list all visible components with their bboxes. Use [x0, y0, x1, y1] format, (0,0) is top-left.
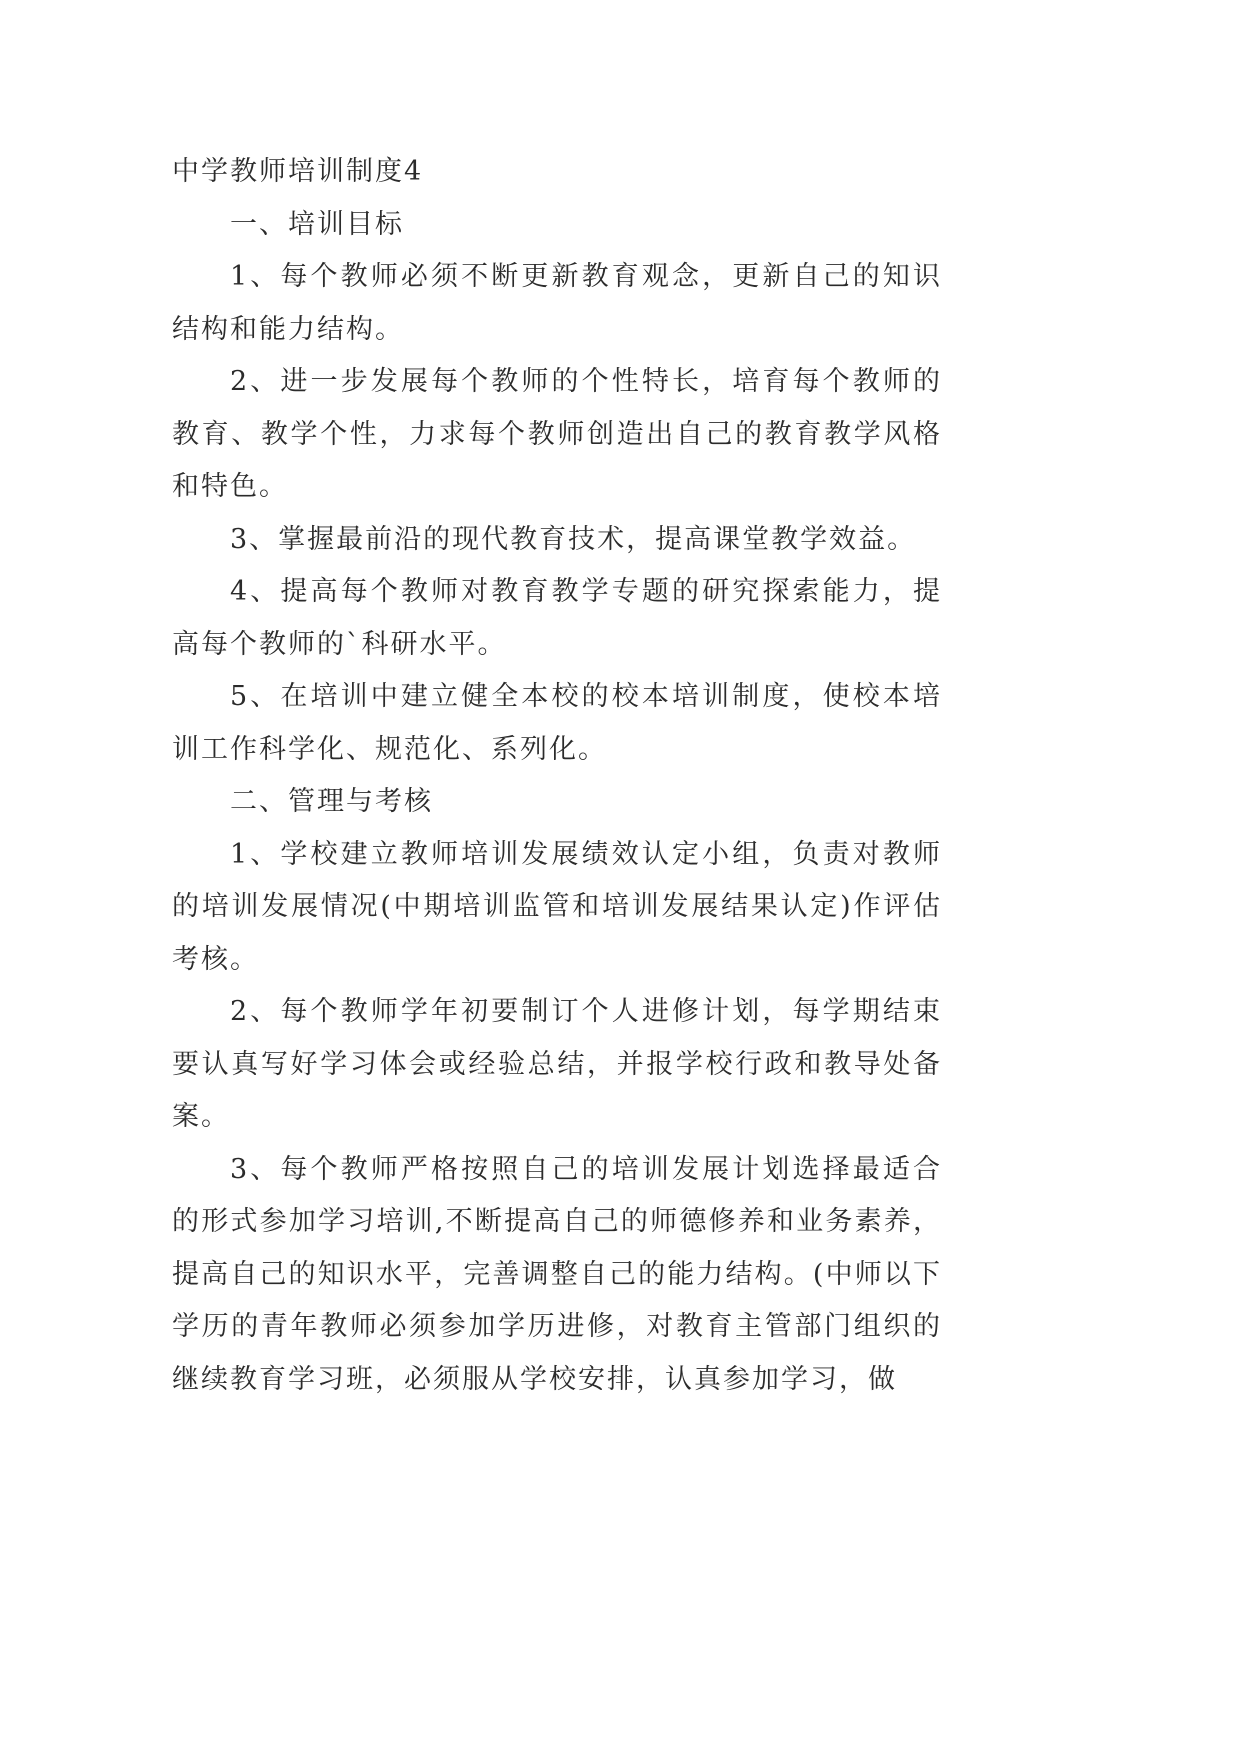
document-title: 中学教师培训制度4	[172, 156, 424, 187]
paragraph-goal-1: 1、每个教师必须不断更新教育观念，更新自己的知识结构和能力结构。	[172, 261, 942, 345]
paragraph-goal-4: 4、提高每个教师对教育教学专题的研究探索能力，提高每个教师的`科研水平。	[172, 576, 942, 660]
paragraph-management-1: 1、学校建立教师培训发展绩效认定小组，负责对教师的培训发展情况(中期培训监管和培训发展结果认定)作评估考核。	[172, 838, 942, 975]
document-body	[172, 146, 942, 1406]
paragraph-goal-3: 3、掌握最前沿的现代教育技术，提高课堂教学效益。	[230, 523, 917, 555]
paragraph-management-2: 2、每个教师学年初要制订个人进修计划，每学期结束要认真写好学习体会或经验总结，并报学校行政和教导处备案。	[172, 996, 942, 1132]
paragraph-management-3: 3、每个教师严格按照自己的培训发展计划选择最适合的形式参加学习培训,不断提高自己的师德修养和业务素养，提高自己的知识水平，完善调整自己的能力结构。(中师以下学历的青年教师必须参加学历进修，对教育主管部门组织的继续教育学习班，必须服从学校安排，认真参加学习，做	[172, 1153, 942, 1395]
section-heading-training-goals: 一、培训目标	[230, 208, 404, 240]
paragraph-goal-5: 5、在培训中建立健全本校的校本培训制度，使校本培训工作科学化、规范化、系列化。	[172, 681, 942, 765]
section-heading-management: 二、管理与考核	[230, 786, 433, 817]
paragraph-goal-2: 2、进一步发展每个教师的个性特长，培育每个教师的教育、教学个性，力求每个教师创造出自己的教育教学风格和特色。	[172, 366, 942, 502]
